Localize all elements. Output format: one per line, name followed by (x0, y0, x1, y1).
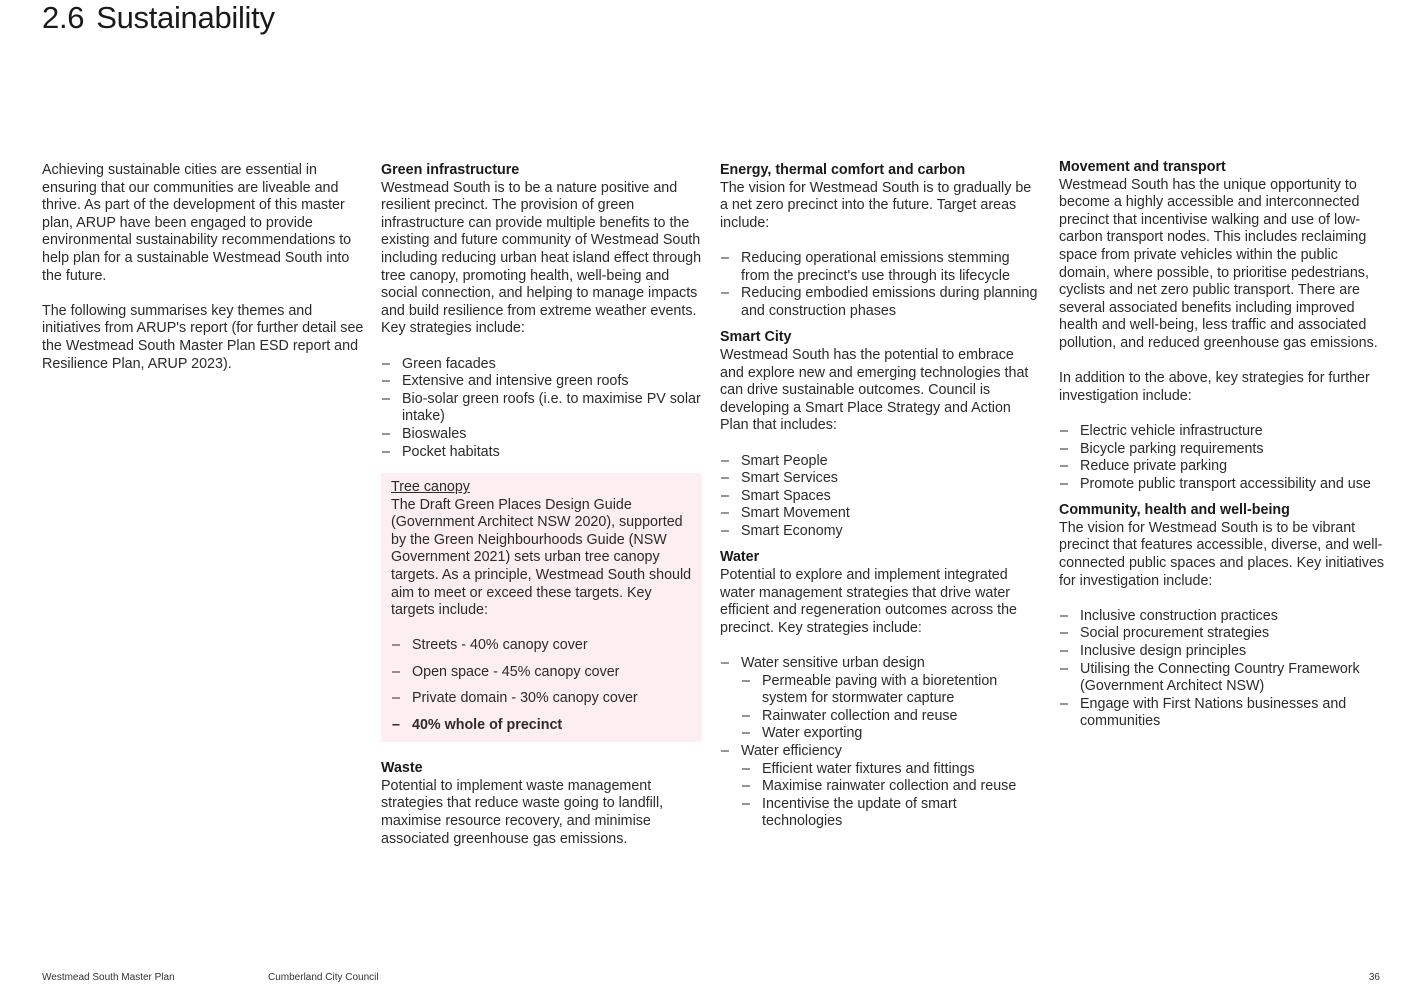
green-infrastructure-heading: Green infrastructure (381, 162, 520, 178)
list-item-label: Water sensitive urban design (741, 655, 925, 672)
list-item: – Smart Movement (720, 505, 1038, 523)
list-item: – Utilising the Connecting Country Framework (Government Architect NSW) (1059, 661, 1387, 696)
list-item: – Smart Spaces (720, 488, 1038, 506)
water-strategies-list (720, 655, 1038, 831)
list-item: – Inclusive design principles (1059, 643, 1387, 661)
list-item: – Incentivise the update of smart technologies (741, 796, 1038, 831)
waste-heading: Waste (381, 760, 423, 777)
list-item: – Reducing embodied emissions during planning and construction phases (720, 285, 1038, 320)
list-item: – Electric vehicle infrastructure (1059, 423, 1387, 441)
list-item: – Reducing operational emissions stemming from the precinct's use through its lifecycle (720, 250, 1038, 285)
list-item: – Promote public transport accessibility and use (1059, 476, 1387, 494)
list-item: – Water exporting (741, 725, 1038, 743)
list-item: – Engage with First Nations businesses and communities (1059, 696, 1387, 731)
green-column (381, 162, 702, 848)
list-item: – Green facades (381, 356, 702, 374)
energy-targets-list (720, 250, 1038, 320)
list-item (720, 743, 1038, 831)
list-item: – Bioswales (381, 426, 702, 444)
tree-canopy-body: The Draft Green Places Design Guide (Government Architect NSW 2020), supported by the Green Neighbourhoods Guide (NSW Government 2021) sets urban tree canopy targets. As a principle, Westmead South should aim to meet or exceed these targets. Key targets include: (391, 496, 692, 619)
canopy-targets-list (391, 637, 692, 734)
movement-column (1059, 159, 1387, 731)
smart-city-list (720, 453, 1038, 541)
footer-publisher: Cumberland City Council (268, 972, 379, 983)
page-title (42, 0, 275, 36)
list-item: – Rainwater collection and reuse (741, 708, 1038, 726)
list-item: – Maximise rainwater collection and reuse (741, 778, 1038, 796)
list-item (720, 655, 1038, 743)
movement-heading: Movement and transport (1059, 159, 1226, 175)
tree-canopy-heading: Tree canopy (391, 479, 470, 496)
footer-document-title: Westmead South Master Plan (42, 972, 175, 983)
community-heading: Community, health and well-being (1059, 502, 1290, 519)
section-number: 2.6 (42, 0, 85, 35)
list-item: – Pocket habitats (381, 444, 702, 462)
sub-list (741, 761, 1038, 831)
smart-city-body: Westmead South has the potential to embrace and explore new and emerging technologies that can drive sustainable outcomes. Council is developing a Smart Place Strategy and Action Plan that includes: (720, 346, 1029, 434)
intro-paragraph: Achieving sustainable cities are essential in ensuring that our communities are liveable and thrive. As part of the development of this master plan, ARUP have been engaged to provide environmental sustainability recommendations to help plan for a sustainable Westmead South into the future. (42, 162, 352, 284)
list-item: – Smart Services (720, 470, 1038, 488)
community-initiatives-list (1059, 608, 1387, 731)
smart-city-heading: Smart City (720, 329, 792, 346)
list-item: – Reduce private parking (1059, 458, 1387, 476)
movement-body: Westmead South has the unique opportunity to become a highly accessible and interconnected precinct that incentivise walking and use of low-carbon transport nodes. This includes reclaiming space from private vehicles within the public domain, where possible, to prioritise pedestrians, cyclists and net zero public transport. There are several associated benefits including improved health and well-being, less traffic and associated pollution, and reduced greenhouse gas emissions. (1059, 176, 1378, 351)
energy-body: The vision for Westmead South is to gradually be a net zero precinct into the future. Target areas include: (720, 179, 1032, 231)
movement-body-2: In addition to the above, key strategies for further investigation include: (1059, 370, 1370, 404)
community-body: The vision for Westmead South is to be vibrant precinct that features accessible, diverse, and well-connected public spaces and places. Key initiatives for investigation include: (1059, 519, 1385, 589)
list-item: – Extensive and intensive green roofs (381, 373, 702, 391)
list-item: – Permeable paving with a bioretention system for stormwater capture (741, 673, 1038, 708)
list-item: – Streets - 40% canopy cover (391, 637, 692, 655)
list-item: – Smart People (720, 453, 1038, 471)
green-strategies-list (381, 356, 702, 462)
green-infrastructure-body: Westmead South is to be a nature positive and resilient precinct. The provision of green infrastructure can provide multiple benefits to the existing and future community of Westmead South including reducing urban heat island effect through tree canopy, promoting health, well-being and social connection, and helping to manage impacts and build resilience from extreme weather events. Key strategies include: (381, 179, 702, 337)
waste-body: Potential to implement waste management strategies that reduce waste going to landfill, maximise resource recovery, and minimise associated greenhouse gas emissions. (381, 777, 664, 847)
list-item: – 40% whole of precinct (391, 717, 692, 735)
summary-paragraph: The following summarises key themes and initiatives from ARUP's report (for further detail see the Westmead South Master Plan ESD report and Resilience Plan, ARUP 2023). (42, 302, 364, 372)
movement-strategies-list (1059, 423, 1387, 493)
energy-column (720, 162, 1038, 831)
water-heading: Water (720, 549, 760, 566)
list-item-label: Water efficiency (741, 743, 842, 759)
list-item: – Smart Economy (720, 523, 1038, 541)
sub-list (741, 673, 1038, 743)
water-body: Potential to explore and implement integrated water management strategies that drive water efficient and regeneration outcomes across the precinct. Key strategies include: (720, 567, 1017, 636)
page-number: 36 (1368, 972, 1380, 983)
list-item: – Private domain - 30% canopy cover (391, 690, 692, 708)
list-item: – Inclusive construction practices (1059, 608, 1387, 626)
energy-heading: Energy, thermal comfort and carbon (720, 162, 966, 178)
list-item: – Efficient water fixtures and fittings (741, 761, 1038, 779)
intro-column (42, 162, 368, 373)
list-item: – Social procurement strategies (1059, 625, 1387, 643)
tree-canopy-callout (381, 473, 702, 742)
list-item: – Bio-solar green roofs (i.e. to maximise PV solar intake) (381, 391, 702, 426)
list-item: – Open space - 45% canopy cover (391, 664, 692, 682)
list-item: – Bicycle parking requirements (1059, 441, 1387, 459)
section-title: Sustainability (96, 0, 275, 35)
